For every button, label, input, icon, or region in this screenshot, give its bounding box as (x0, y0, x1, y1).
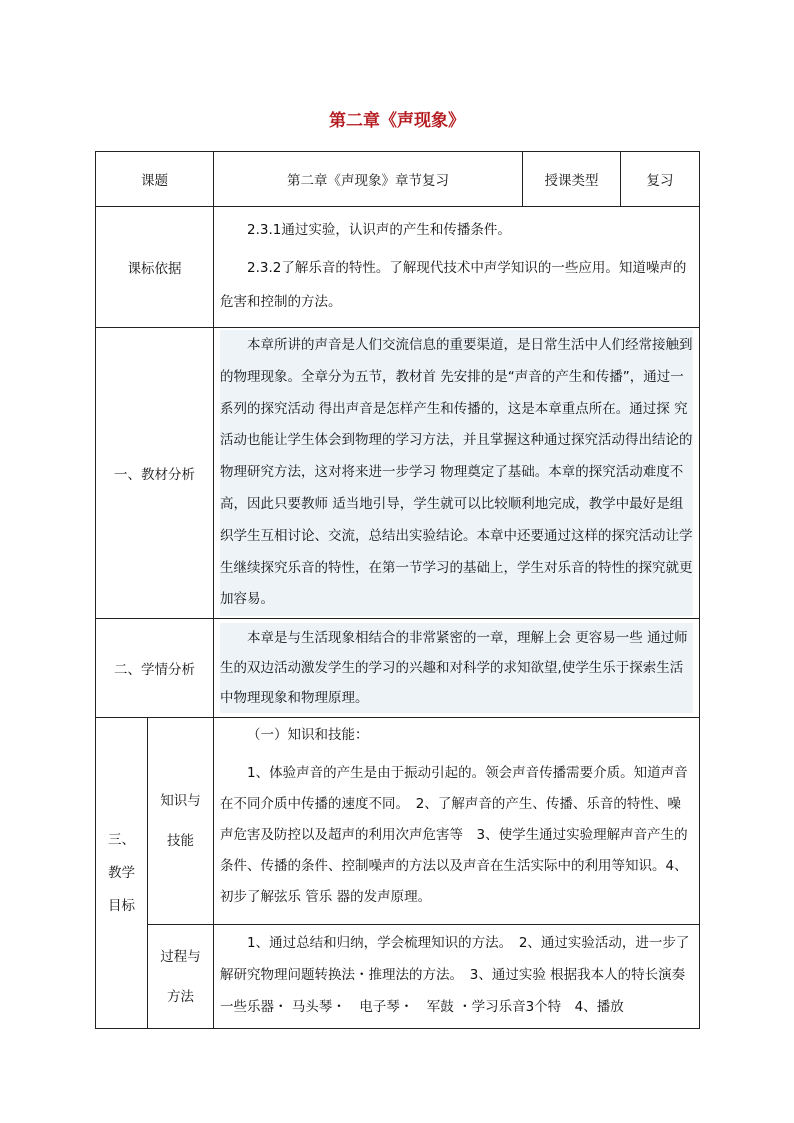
header-row (96, 152, 700, 207)
material-label: 一、教材分析 (96, 328, 214, 619)
topic-value: 第二章《声现象》章节复习 (214, 152, 523, 207)
knowledge-text: 1、体验声音的产生是由于振动引起的。领会声音传播需要介质。知道声音在不同介质中传播的速度不同。 2、了解声音的产生、传播、乐音的特性、噪声危害及防控以及超声的利用次声危害等 3、使学生通过实验理解声音产生的条件、传播的条件、控制噪声的方法以及声音在生活实际中的利用等知识。4、初步了解弦乐 管乐 器的发声原理。 (220, 765, 688, 906)
basis-content (214, 207, 700, 328)
students-label: 二、学情分析 (96, 619, 214, 718)
type-value: 复习 (621, 152, 700, 207)
basis-item-1: 2.3.1通过实验，认识声的产生和传播条件。 (247, 222, 511, 238)
material-row (96, 328, 700, 619)
process-clip (220, 927, 693, 1023)
goals-label: 三、教学目标 (96, 718, 148, 1029)
material-text: 本章所讲的声音是人们交流信息的重要渠道，是日常生活中人们经常接触到的物理现象。全章分为五节，教材首 先安排的是“声音的产生和传播”，通过一系列的探究活动 得出声音是怎样产生和传播的，这是本章重点所在。通过探 究活动也能让学生体会到物理的学习方法，并且掌握这种通过探究活动得出结论的物理研究方法，这对将来进一步学习 物理奠定了基础。本章的探究活动难度不高，因此只要教师 适当地引导，学生就可以比较顺利地完成，教学中最好是组 织学生互相讨论、交流，总结出实验结论。本章中还要通过这样的探究活动让学生继续探究乐音的特性，在第一节学习的基础上，学生对乐音的特性的探究就更加容易。 (220, 330, 693, 616)
basis-item-2: 2.3.2了解乐音的特性。了解现代技术中声学知识的一些应用。知道噪声的危害和控制的方法。 (220, 260, 687, 310)
basis-row (96, 207, 700, 328)
students-text: 本章是与生活现象相结合的非常紧密的一章，理解上会 更容易一些 通过师生的双边活动激发学生的学习的兴趣和对科学的求知欲望,使学生乐于探索生活中物理现象和物理原理。 (220, 623, 693, 713)
process-row (96, 925, 700, 1029)
process-content (214, 925, 700, 1029)
knowledge-heading: （一）知识和技能： (247, 727, 369, 744)
material-content (214, 328, 700, 619)
knowledge-content (214, 718, 700, 925)
knowledge-label: 知识与技能 (148, 718, 214, 925)
document-title: 第二章《声现象》 (329, 111, 465, 131)
students-content (214, 619, 700, 718)
basis-label: 课标依据 (96, 207, 214, 328)
process-text: 1、通过总结和归纳，学会梳理知识的方法。 2、通过实验活动，进一步了解研究物理问题转换法・推理法的方法。 3、通过实验 根据我本人的特长演奏一些乐器・ 马头琴・ 电子琴・ 军鼓 ・学习乐音3个特 4、播放 (220, 935, 690, 1016)
lesson-plan-table (95, 151, 700, 1029)
type-label: 授课类型 (523, 152, 621, 207)
knowledge-row (96, 718, 700, 925)
students-row (96, 619, 700, 718)
topic-label: 课题 (96, 152, 214, 207)
process-label: 过程与方法 (148, 925, 214, 1029)
